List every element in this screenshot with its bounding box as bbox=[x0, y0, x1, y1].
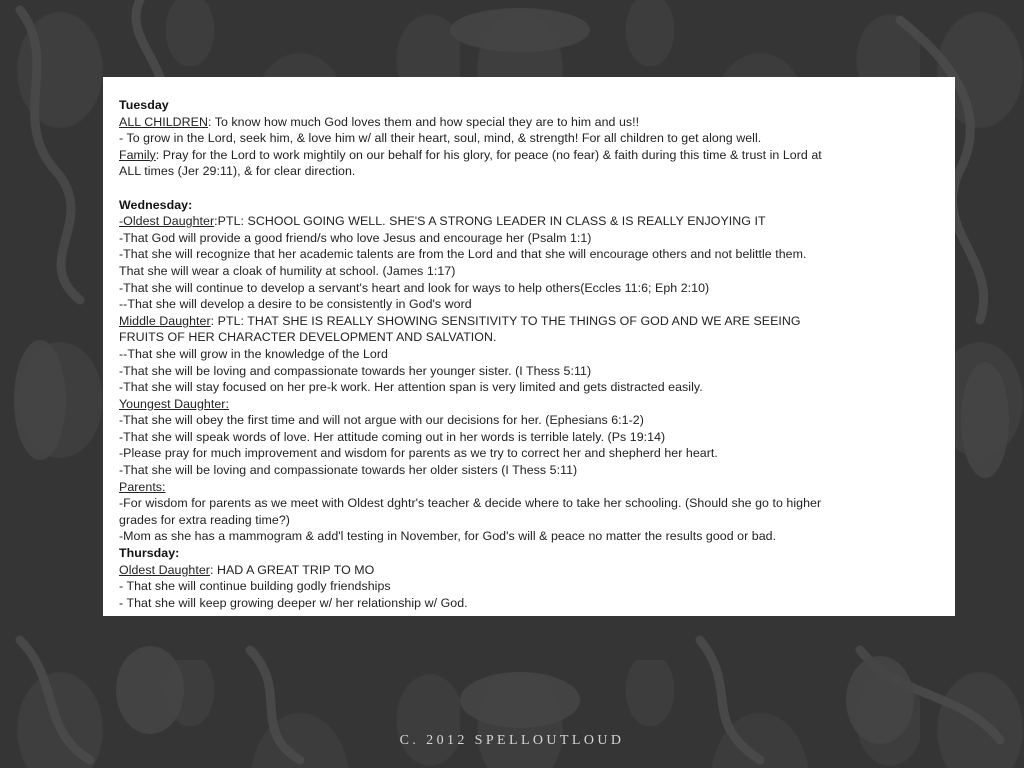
wed-middle-item: --That she will grow in the knowledge of the Lord bbox=[119, 346, 388, 361]
wed-parents-label: Parents: bbox=[119, 479, 166, 494]
wed-oldest-ptl: :PTL: SCHOOL GOING WELL. SHE'S A STRONG LEADER IN CLASS & IS REALLY ENJOYING IT bbox=[214, 214, 766, 229]
wed-oldest-line bbox=[119, 213, 941, 230]
tuesday-heading: Tuesday bbox=[119, 98, 169, 112]
wed-parents-item: -For wisdom for parents as we meet with Oldest dghtr's teacher & decide where to take her schooling. (Should she go to higher bbox=[119, 496, 822, 511]
wed-oldest-item: -That she will continue to develop a servant's heart and look for ways to help others(Eccles 11:6; Eph 2:10) bbox=[119, 280, 710, 295]
thu-oldest-ptl: : HAD A GREAT TRIP TO MO bbox=[209, 562, 375, 577]
wed-youngest-item: -Please pray for much improvement and wisdom for parents as we try to correct her and shepherd her heart. bbox=[119, 446, 718, 461]
family-line bbox=[119, 147, 941, 164]
wed-parents-item: -Mom as she has a mammogram & add'l testing in November, for God's will & peace no matter the results good or bad. bbox=[119, 529, 777, 544]
wed-oldest-item: That she will wear a cloak of humility at school. (James 1:17) bbox=[119, 263, 456, 278]
wed-youngest-label: Youngest Daughter: bbox=[119, 396, 229, 411]
thu-oldest-item: - That she will continue building godly friendships bbox=[119, 579, 391, 594]
wed-youngest-item: -That she will obey the first time and will not argue with our decisions for her. (Ephesians 6:1-2) bbox=[119, 413, 644, 428]
family-label: Family bbox=[119, 147, 156, 162]
wed-oldest-label: -Oldest Daughter bbox=[119, 214, 215, 229]
wed-youngest-item: -That she will speak words of love. Her attitude coming out in her words is terrible lately. (Ps 19:14) bbox=[119, 429, 666, 444]
wed-middle-item: -That she will be loving and compassionate towards her younger sister. (I Thess 5:11) bbox=[119, 363, 592, 378]
grow-in-lord-line: - To grow in the Lord, seek him, & love him w/ all their heart, soul, mind, & strength! For all children to get along well. bbox=[119, 131, 762, 146]
wed-middle-line bbox=[119, 313, 941, 330]
wed-middle-ptl: : PTL: THAT SHE IS REALLY SHOWING SENSITIVITY TO THE THINGS OF GOD AND WE ARE SEEING bbox=[210, 313, 801, 328]
prayer-list-text bbox=[119, 97, 941, 611]
wednesday-heading: Wednesday: bbox=[119, 197, 193, 212]
wed-parents-item: grades for extra reading time?) bbox=[119, 512, 290, 527]
wed-youngest-item: -That she will be loving and compassionate towards her older sisters (I Thess 5:11) bbox=[119, 463, 578, 478]
all-children-text: : To know how much God loves them and how special they are to him and us!! bbox=[207, 114, 640, 129]
thu-oldest-item: - That she will keep growing deeper w/ her relationship w/ God. bbox=[119, 595, 468, 610]
section-spacer bbox=[119, 180, 941, 197]
wed-oldest-item: -That she will recognize that her academic talents are from the Lord and that she will encourage others and not belittle them. bbox=[119, 247, 807, 262]
prayer-list-document bbox=[103, 77, 955, 616]
wed-middle-ptl-cont: FRUITS OF HER CHARACTER DEVELOPMENT AND SALVATION. bbox=[119, 330, 497, 345]
thu-oldest-label: Oldest Daughter bbox=[119, 562, 210, 577]
thu-oldest-line bbox=[119, 562, 941, 579]
footer-credit: C. 2012 SPELLOUTLOUD bbox=[399, 733, 625, 748]
wed-middle-label: Middle Daughter bbox=[119, 313, 211, 328]
all-children-line bbox=[119, 114, 941, 131]
all-children-label: ALL CHILDREN bbox=[119, 114, 208, 129]
family-line-cont: ALL times (Jer 29:11), & for clear direction. bbox=[119, 164, 356, 179]
wed-oldest-item: -That God will provide a good friend/s who love Jesus and encourage her (Psalm 1:1) bbox=[119, 230, 592, 245]
family-text: : Pray for the Lord to work mightily on our behalf for his glory, for peace (no fear) & faith during this time & trust in Lord at bbox=[155, 147, 822, 162]
thursday-heading: Thursday: bbox=[119, 546, 180, 561]
wed-oldest-item: --That she will develop a desire to be consistently in God's word bbox=[119, 297, 472, 312]
wed-middle-item: -That she will stay focused on her pre-k work. Her attention span is very limited and gets distracted easily. bbox=[119, 380, 703, 395]
